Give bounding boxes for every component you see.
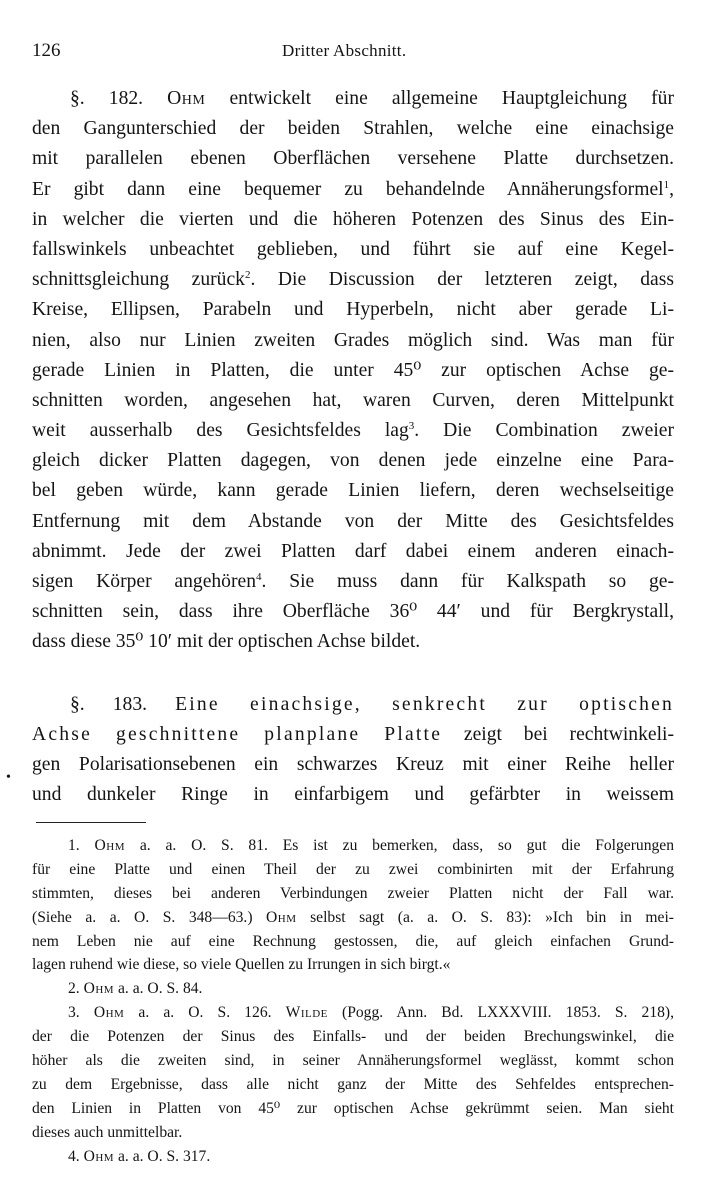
text-line: schnitten sein, dass ihre Oberfläche 36⁰ 44′ und für Bergkrystall,	[32, 601, 674, 623]
footnote-line: zu dem Ergebnisse, dass alle nicht ganz der Mitte des Sehfeldes entsprechen-	[32, 1075, 674, 1093]
footnotes	[32, 834, 674, 1168]
main-text	[32, 84, 674, 810]
text-line: und dunkeler Ringe in einfarbigem und gefärbter in weissem	[32, 784, 674, 806]
footnote-4	[32, 1145, 674, 1169]
footnote-line: 2. Ohm a. a. O. S. 84.	[68, 980, 203, 998]
author-name: Ohm	[167, 88, 206, 109]
footnote-ref: 4	[256, 571, 262, 583]
footnote-line: der die Potenzen der Sinus des Einfalls- und der beiden Brechungswinkel, die	[32, 1028, 674, 1046]
text-line: gleich dicker Platten dagegen, von denen jede einzelne eine Para-	[32, 450, 674, 472]
footnote-line: 1. Ohm a. a. O. S. 81. Es ist zu bemerken, dass, so gut die Folgerungen	[68, 837, 675, 854]
footnote-line: 4. Ohm a. a. O. S. 317.	[68, 1147, 211, 1165]
footnote-line: den Linien in Platten von 45⁰ zur optischen Achse gekrümmt seien. Man sieht	[32, 1099, 674, 1117]
text-line: Achse geschnittene planplane Platte zeigt bei rechtwinkeli-	[32, 723, 674, 745]
text-line: nien, also nur Linien zweiten Grades möglich sind. Was man für	[32, 329, 674, 351]
running-head: Dritter Abschnitt.	[282, 41, 407, 60]
footnote-2	[32, 977, 674, 1001]
text-line: sigen Körper angehören$^4$. Sie muss dann für Kalkspath so ge-	[32, 571, 674, 592]
page-number: 126	[32, 40, 61, 61]
text-line: abnimmt. Jede der zwei Platten darf dabei einem anderen einach-	[32, 540, 674, 562]
text-line: in welcher die vierten und die höheren Potenzen des Sinus des Ein-	[32, 208, 674, 230]
paragraph-183	[32, 690, 674, 811]
paragraph-182	[32, 84, 674, 658]
text-line: schnitten worden, angesehen hat, waren Curven, deren Mittelpunkt	[32, 389, 674, 411]
footnote-line: (Siehe a. a. O. S. 348—63.) Ohm selbst sagt (a. a. O. S. 83): »Ich bin in mei-	[32, 908, 674, 926]
footnote-line: stimmten, dieses bei anderen Verbindungen zweier Platten nicht der Fall war.	[32, 884, 674, 902]
text-line: weit ausserhalb des Gesichtsfeldes lag$^3$. Die Combination zweier	[32, 420, 674, 442]
text-line: Er gibt dann eine bequemer zu behandelnde Annäherungsformel$^1$,	[32, 178, 674, 200]
footnote-line: nem Leben nie auf eine Rechnung gestossen, die, auf gleich einfachen Grund-	[32, 932, 674, 950]
footnote-3	[32, 1001, 674, 1144]
spaced-emphasis: Eine einachsige, senkrecht zur optischen	[175, 693, 674, 715]
page-header	[32, 40, 677, 70]
text-line: den Gangunterschied der beiden Strahlen, welche eine einachsige	[32, 118, 674, 140]
text-line: dass diese 35⁰ 10′ mit der optischen Achse bildet.	[32, 631, 421, 653]
footnote-line: dieses auch unmittelbar.	[32, 1123, 183, 1141]
spaced-emphasis: Achse geschnittene planplane Platte	[32, 723, 443, 745]
footnote-1	[32, 834, 674, 977]
footnote-ref: 2	[244, 269, 251, 282]
text-line: schnittsgleichung zurück$^2$. Die Discussion der letzteren zeigt, dass	[32, 269, 674, 291]
text-line: fallswinkels unbeachtet geblieben, und führt sie auf eine Kegel-	[32, 238, 674, 260]
footnote-line: 3. Ohm a. a. O. S. 126. Wilde (Pogg. Ann. Bd. LXXXVIII. 1853. S. 218),	[68, 1004, 675, 1022]
paragraph-gap	[32, 658, 674, 690]
text-line: gen Polarisationsebenen ein schwarzes Kreuz mit einer Reihe heller	[32, 753, 674, 775]
footnote-rule	[36, 822, 146, 823]
footnote-ref: 1	[663, 178, 670, 191]
text-line: Kreise, Ellipsen, Parabeln und Hyperbeln, nicht aber gerade Li-	[32, 299, 674, 321]
text-line: bel geben würde, kann gerade Linien liefern, deren wechselseitige	[32, 480, 674, 502]
footnote-ref: 3	[408, 420, 415, 433]
footnote-line: lagen ruhend wie diese, so viele Quellen zu Irrungen in sich birgt.«	[32, 956, 451, 974]
text-line: §. 183. Eine einachsige, senkrecht zur optischen	[70, 693, 674, 715]
text-line: §. 182. Ohm entwickelt eine allgemeine Hauptgleichung für	[70, 88, 674, 109]
footnote-line: höher als die zweiten sind, in seiner Annäherungsformel weglässt, kommt schon	[32, 1052, 674, 1070]
text-line: mit parallelen ebenen Oberflächen versehene Platte durchsetzen.	[32, 148, 674, 170]
text-line: Entfernung mit dem Abstande von der Mitte des Gesichtsfeldes	[32, 510, 674, 532]
text-line: gerade Linien in Platten, die unter 45⁰ zur optischen Achse ge-	[32, 359, 674, 381]
footnote-line: für eine Platte und einen Theil der zu zwei combinirten mit der Erfahrung	[32, 860, 674, 878]
margin-mark: •	[6, 770, 11, 785]
